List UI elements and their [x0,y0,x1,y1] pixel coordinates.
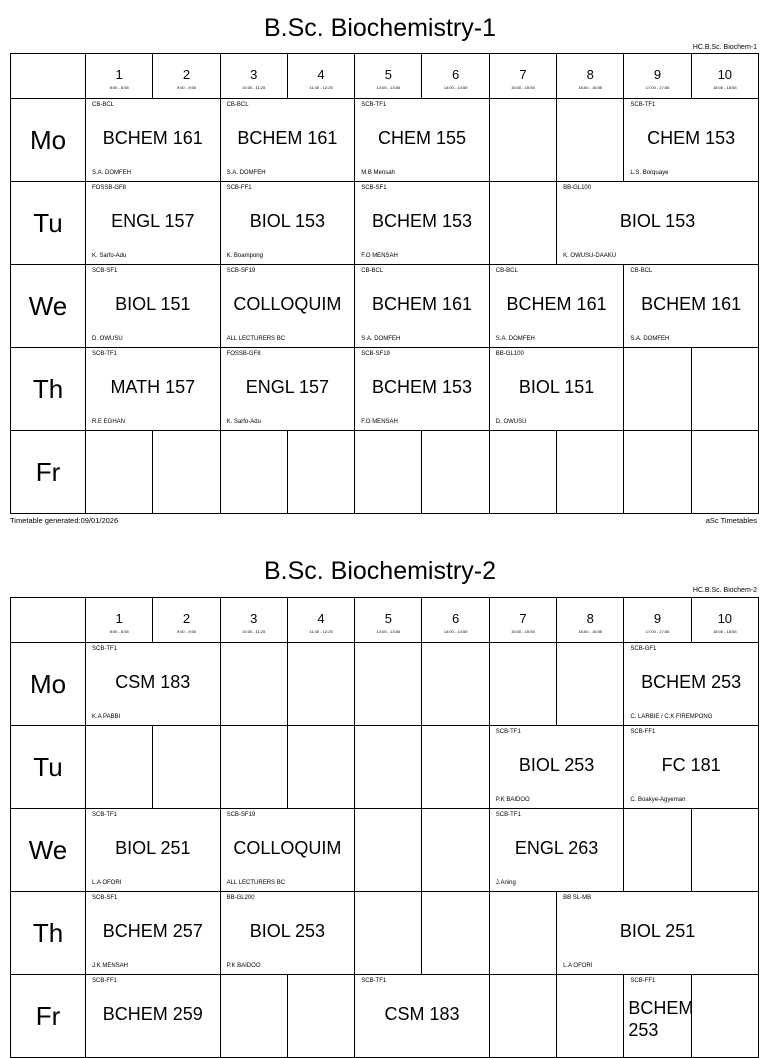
period-number: 9 [653,67,662,82]
period-time: 13:00 - 13:55 [376,85,401,90]
empty-slot [624,431,691,514]
course-code: BCHEM 161 [641,294,742,314]
lecturer-name: P.K BAIDOO [226,963,261,969]
room-code: FOSSB-GF8 [226,351,261,357]
empty-slot [220,431,287,514]
period-time: 16:00 - 16:55 [578,85,603,90]
lecturer-name: S.A. DOMFEH [361,336,401,342]
period-time: 18:00 - 18:55 [713,85,737,90]
period-time: 11:30 - 12:25 [309,629,333,634]
lecturer-name: K. Boampong [226,253,263,259]
course-code: COLLOQUIM [233,838,342,858]
lecturer-name: K.A PABBI [92,714,121,720]
room-code: SCB-SF19 [361,351,390,357]
lesson-cell[interactable] [624,643,759,726]
lesson-cell[interactable] [489,726,624,809]
lecturer-name: L.S. Borquaye [630,170,669,176]
lecturer-name: K. Sarfo-Adu [226,419,261,425]
lesson-cell[interactable] [220,99,355,182]
course-code: CHEM 153 [647,128,736,148]
course-code: BCHEM 253 [641,672,742,692]
lesson-cell[interactable] [624,99,759,182]
empty-slot [691,348,758,431]
lecturer-name: J.Aning [495,880,516,886]
lecturer-name: R.E EGHAN [92,419,126,425]
period-number: 9 [653,611,662,626]
period-time: 18:00 - 18:55 [713,629,737,634]
lesson-cell[interactable] [86,643,221,726]
room-code: CB-BCL [361,268,384,274]
timetable-1-generated-note: Timetable generated:09/01/2026 [10,516,119,525]
course-code: BIOL 153 [619,211,696,231]
period-header [422,54,489,99]
day-label: Th [11,892,86,975]
empty-slot [355,726,422,809]
timetable-2-grid [10,597,759,1058]
period-number: 10 [717,67,733,82]
period-header [355,54,422,99]
period-header [489,598,556,643]
course-code: FC 181 [661,755,721,775]
empty-slot [489,182,556,265]
lecturer-name: K. OWUSU-DAAKU [563,253,617,259]
timetable-1-code: HC.B.Sc. Biochem-1 [692,44,757,51]
period-time: 14:00 - 14:55 [443,629,468,634]
course-code: BIOL 151 [518,377,595,397]
period-number: 1 [115,611,123,626]
room-code: SCB-SF19 [226,268,256,274]
period-number: 5 [384,67,392,82]
course-code: BIOL 251 [619,921,696,941]
empty-slot [557,99,624,182]
lesson-cell[interactable] [86,265,221,348]
period-time: 11:30 - 12:25 [309,85,333,90]
day-label: We [11,265,86,348]
empty-slot [86,726,153,809]
period-time: 16:00 - 16:55 [578,629,603,634]
lesson-cell[interactable] [557,892,759,975]
day-row [11,643,759,726]
lesson-cell[interactable] [624,975,694,1058]
period-time: 10:30 - 11:25 [242,629,266,634]
empty-slot [355,809,422,892]
empty-slot [691,809,758,892]
period-header [287,598,354,643]
period-time: 9:00 - 9:55 [176,85,196,90]
empty-slot [287,431,354,514]
day-row [11,99,759,182]
lecturer-name: S.A. DOMFEH [495,336,535,342]
corner-cell [11,54,86,99]
period-header-row [11,54,759,99]
room-code: CB-BCL [92,102,115,108]
period-time: 8:00 - 8:55 [109,85,129,90]
lesson-cell[interactable] [86,809,221,892]
course-code: CHEM 155 [377,128,466,148]
day-row [11,265,759,348]
room-code: SCB-FF1 [92,978,118,984]
room-code: SCB-SF1 [92,268,118,274]
lecturer-name: D. OWUSU [92,336,123,342]
period-header [153,54,220,99]
lesson-cell[interactable] [86,975,221,1058]
timetable-1-software-note: aSc Timetables [705,516,757,525]
period-header [355,598,422,643]
empty-slot [422,643,489,726]
lesson-cell[interactable] [557,182,759,265]
lesson-cell[interactable] [355,99,490,182]
lesson-cell[interactable] [624,265,759,348]
day-label: We [11,809,86,892]
day-row [11,348,759,431]
room-code: SCB-FF1 [226,185,252,191]
period-header [86,54,153,99]
period-time: 8:00 - 8:55 [109,629,129,634]
lecturer-name: F.O MENSAH [361,419,398,425]
period-number: 5 [384,611,392,626]
empty-slot [624,348,691,431]
course-code: CSM 183 [384,1004,460,1024]
course-code: BCHEM 161 [506,294,607,314]
lecturer-name: S.A. DOMFEH [92,170,132,176]
day-row [11,975,759,1058]
room-code: CB-BCL [630,268,653,274]
empty-slot [422,892,489,975]
period-number: 2 [182,67,191,82]
corner-cell [11,598,86,643]
timetable-1-grid [10,53,759,514]
empty-slot [489,892,556,975]
period-header [691,54,758,99]
period-header [624,598,691,643]
period-header [557,54,624,99]
day-label: Tu [11,726,86,809]
course-code: BCHEM 153 [371,377,472,397]
period-header [153,598,220,643]
lesson-cell[interactable] [489,809,624,892]
lecturer-name: S.A. DOMFEH [630,336,670,342]
lesson-cell[interactable] [220,892,355,975]
empty-slot [355,892,422,975]
room-code: BB-GL100 [563,185,592,191]
lesson-cell[interactable] [86,99,221,182]
course-code: BIOL 151 [115,294,191,314]
period-header [86,598,153,643]
period-time: 10:30 - 11:25 [242,85,266,90]
empty-slot [489,99,556,182]
lecturer-name: P.K BAIDOO [495,797,530,803]
period-header [422,598,489,643]
period-number: 6 [452,611,460,626]
empty-slot [153,431,220,514]
period-header [220,598,287,643]
empty-slot [153,726,220,809]
lecturer-name: F.O MENSAH [361,253,398,259]
room-code: FOSSB-GF8 [92,185,127,191]
empty-slot [422,726,489,809]
period-number: 7 [519,67,527,82]
empty-slot [355,643,422,726]
period-header [489,54,556,99]
room-code: BB-GL100 [495,351,524,357]
room-code: CB-BCL [495,268,518,274]
room-code: BB-GL200 [226,895,255,901]
period-number: 1 [115,67,123,82]
period-time: 15:00 - 15:55 [511,85,535,90]
period-number: 8 [586,611,594,626]
course-code: BCHEM 253 [628,998,694,1040]
period-number: 10 [717,611,733,626]
room-code: SCB-TF1 [361,102,387,108]
lesson-cell[interactable] [86,892,221,975]
lecturer-name: M.B Mensah [361,170,395,176]
lecturer-name: K. Sarfo-Adu [92,253,127,259]
lesson-cell[interactable] [355,348,490,431]
lesson-cell[interactable] [220,348,355,431]
day-label: Th [11,348,86,431]
timetable-2-code: HC.B.Sc. Biochem-2 [692,587,757,594]
lecturer-name: L.A OFORI [92,880,122,886]
period-header [220,54,287,99]
room-code: SCB-TF1 [630,102,656,108]
lecturer-name: ALL LECTURERS BC [226,336,286,342]
lecturer-name: C. Boakye-Agyeman [630,797,686,803]
empty-slot [624,809,691,892]
course-code: BCHEM 257 [102,921,203,941]
day-row [11,726,759,809]
lecturer-name: ALL LECTURERS BC [226,880,286,886]
room-code: SCB-TF1 [92,812,118,818]
empty-slot [691,431,758,514]
course-code: ENGL 157 [111,211,195,231]
course-code: BCHEM 259 [102,1004,203,1024]
course-code: BIOL 253 [249,921,326,941]
period-header [557,598,624,643]
lesson-cell[interactable] [355,975,490,1058]
room-code: SCB-TF1 [495,812,521,818]
empty-slot [220,643,287,726]
period-number: 3 [250,67,258,82]
room-code: SCB-TF1 [92,646,118,652]
period-number: 6 [452,67,460,82]
empty-slot [557,643,624,726]
empty-slot [86,431,153,514]
lesson-cell[interactable] [355,182,490,265]
course-code: BCHEM 161 [237,128,338,148]
period-time: 13:00 - 13:55 [376,629,401,634]
empty-slot [422,431,489,514]
course-code: CSM 183 [115,672,191,692]
room-code: BB SL-MB [563,895,592,901]
room-code: SCB-FF1 [630,729,656,735]
period-time: 17:00 - 17:55 [645,629,670,634]
course-code: MATH 157 [110,377,196,397]
empty-slot [220,726,287,809]
course-code: ENGL 157 [245,377,330,397]
room-code: SCB-SF19 [226,812,256,818]
lesson-cell[interactable] [220,265,355,348]
room-code: SCB-SF1 [361,185,387,191]
lesson-cell[interactable] [489,348,624,431]
course-code: BIOL 251 [115,838,191,858]
lesson-cell[interactable] [489,265,624,348]
empty-slot [489,431,556,514]
room-code: SCB-TF1 [361,978,387,984]
lecturer-name: S.A. DOMFEH [226,170,266,176]
room-code: SCB-TF1 [495,729,521,735]
empty-slot [489,643,556,726]
empty-slot [489,975,556,1058]
room-code: CB-BCL [226,102,249,108]
day-row [11,809,759,892]
empty-slot [557,431,624,514]
day-row [11,182,759,265]
empty-slot [557,975,624,1058]
day-label: Mo [11,643,86,726]
lecturer-name: J.K MENSAH [92,963,129,969]
course-code: ENGL 263 [514,838,599,858]
empty-slot [422,809,489,892]
day-label: Mo [11,99,86,182]
timetable-2-title: B.Sc. Biochemistry-2 [263,557,496,585]
empty-slot [287,726,354,809]
period-number: 2 [182,611,191,626]
period-header-row [11,598,759,643]
empty-slot [220,975,287,1058]
period-number: 4 [317,67,325,82]
course-code: BCHEM 161 [371,294,472,314]
course-code: BIOL 253 [518,755,595,775]
lecturer-name: D. OWUSU [495,419,527,425]
course-code: BCHEM 161 [102,128,203,148]
lesson-cell[interactable] [86,182,221,265]
lecturer-name: C. LARBIE / C.K FIREMPONG [630,714,713,720]
period-number: 8 [586,67,594,82]
room-code: SCB-FF1 [630,978,656,984]
period-time: 9:00 - 9:55 [176,629,196,634]
empty-slot [287,975,354,1058]
empty-slot [355,431,422,514]
day-label: Fr [11,431,86,514]
lesson-cell[interactable] [355,265,490,348]
timetable-1-title: B.Sc. Biochemistry-1 [263,14,496,42]
period-header [287,54,354,99]
period-number: 3 [250,611,258,626]
period-header [624,54,691,99]
room-code: SCB-SF1 [92,895,118,901]
course-code: BCHEM 153 [371,211,472,231]
empty-slot [287,643,354,726]
day-row [11,431,759,514]
period-time: 15:00 - 15:55 [511,629,535,634]
room-code: SCB-TF1 [92,351,118,357]
period-time: 14:00 - 14:55 [443,85,468,90]
day-label: Fr [11,975,86,1058]
lecturer-name: L.A OFORI [563,963,593,969]
empty-slot [691,975,758,1058]
lesson-cell[interactable] [86,348,221,431]
course-code: BIOL 153 [249,211,326,231]
period-number: 7 [519,611,527,626]
course-code: COLLOQUIM [233,294,342,314]
period-number: 4 [317,611,325,626]
room-code: SCB-GF1 [630,646,657,652]
period-time: 17:00 - 17:55 [645,85,670,90]
lesson-cell[interactable] [220,809,355,892]
day-label: Tu [11,182,86,265]
period-header [691,598,758,643]
lesson-cell[interactable] [220,182,355,265]
lesson-cell[interactable] [624,726,759,809]
day-row [11,892,759,975]
